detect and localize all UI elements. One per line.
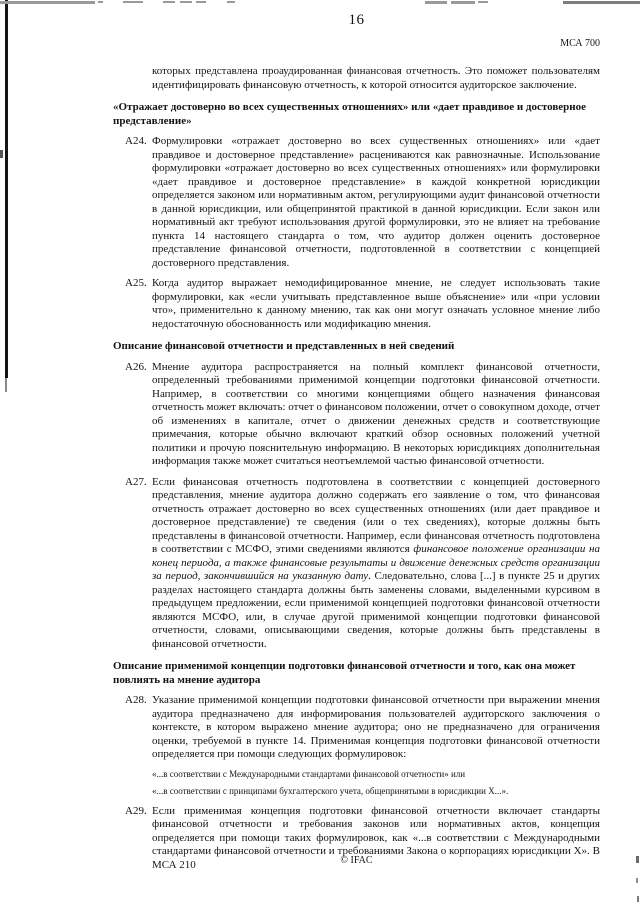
paragraph-a28-label: А28. — [125, 694, 147, 706]
paragraph-a25-text: Когда аудитор выражает немодифицированное мнение, не следует использовать такие формулировки, как «если учитывать представленное выше объяснение» или «при условии что», применительно к данному мнению, так как они могут означать условное мнение либо недостаточную обоснованность или модификацию мнения. — [152, 277, 600, 330]
paragraph-a26-label: А26. — [125, 360, 147, 373]
paragraph-a27-text-italic: финансовое положение организации на конец периода, а также финансовые результаты и движение денежных средств организации за период, закончившийся на указанную дату — [152, 543, 600, 582]
heading-applicable-framework: Описание применимой концепции подготовки финансовой отчетности и того, как она может повлиять на мнение аудитора — [113, 660, 576, 686]
paragraph-a28 — [113, 694, 600, 762]
scan-left-edge-tick — [0, 150, 3, 158]
footer-copyright: © IFAC — [340, 855, 373, 866]
paragraph-a24-text: Формулировки «отражает достоверно во всех существенных отношениях» или «дает правдивое и достоверное представление» расцениваются как равнозначные. Использование формулировки «отражает достоверно во всех существенных отношениях» или формулировки «дает правдивое и достоверное представление» в каждой конкретной юрисдикции определяется законом или нормативным актом, регулирующими аудит финансовой отчетности в данной юрисдикции, или общепринятой практикой в данной юрисдикции. Если закон или нормативный акт требуют использования другой формулировки, это не влияет на требование пункта 14 настоящего стандарта о том, что аудитор должен оценить достоверное представление финансовой отчетности, подготовленной в соответствии с концепцией достоверного представления. — [152, 135, 600, 269]
quote-gaap-wording: «...в соответствии с принципами бухгалтерского учета, общепринятыми в юрисдикции Х...». — [152, 785, 509, 796]
paragraph-a25-label: А25. — [125, 277, 147, 289]
scan-top-edge-dash — [425, 1, 447, 4]
scan-left-edge-line — [5, 0, 8, 378]
document-code: МСА 700 — [560, 38, 600, 49]
paragraph-a29-label: А29. — [125, 804, 147, 817]
scan-right-edge-mark — [636, 856, 639, 863]
scan-right-edge-mark — [637, 896, 639, 902]
scan-top-edge-dash — [227, 1, 235, 3]
scan-left-edge-fade — [5, 378, 7, 392]
quote-ifrs-wording: «...в соответствии с Международными стандартами финансовой отчетности» или — [152, 768, 466, 779]
scan-top-edge-dash — [0, 1, 95, 4]
page-content — [113, 12, 600, 879]
paragraph-a24-label: А24. — [125, 135, 147, 147]
paragraph-a26 — [113, 361, 600, 469]
paragraph-a27 — [113, 476, 600, 652]
scan-top-edge-dash — [163, 1, 175, 3]
paragraph-a27-text-before: Если финансовая отчетность подготовлена в соответствии с концепцией достоверного представления, мнение аудитора должно содержать его заявление о том, что финансовая отчетность отражает достоверно во всех существенных отношениях (или дает правдивое и достоверное представление) те сведения (или о тех сведениях), которые должны быть представлены в финансовой отчетности. Например, если финансовая отчетность подготовлена в соответствии с МСФО, этими сведениями являются — [152, 475, 600, 555]
scan-right-edge-mark — [636, 878, 638, 883]
paragraph-a25 — [113, 277, 600, 331]
paragraph-a27-label: А27. — [125, 475, 147, 488]
scan-top-edge-dash — [180, 1, 192, 3]
scan-top-edge-dash — [123, 1, 143, 3]
page-number: 16 — [348, 12, 365, 28]
paragraph-a29-text: Если применимая концепция подготовки финансовой отчетности включает стандарты финансовой отчетности и требования законов или нормативных актов, концепция определяется при помощи таких формулировок, как «...в соответствии с Международными стандартами финансовой отчетности и требованиями Закона о корпорациях юрисдикции Х». В МСА 210 — [152, 804, 600, 871]
paragraph-a24 — [113, 135, 600, 270]
scan-top-edge-dash — [196, 1, 206, 3]
scan-top-edge-dash — [563, 1, 640, 4]
paragraph-a27-text-after: . Следовательно, слова [...] в пункте 25 и других разделах настоящего стандарта должны быть заменены словами, выделенными курсивом в предыдущем предложении, если применимой концепцией подготовки финансовой отчетности являются МСФО, или, в случае другой применимой концепции подготовки финансовой отчетности, словами, описывающими сведения, которые должны быть представлены в финансовой отчетности. — [152, 570, 600, 650]
paragraph-a28-text: Указание применимой концепции подготовки финансовой отчетности при выражении мнения аудитора предназначено для информирования пользователей аудиторского заключения о контексте, в котором выражено мнение аудитора; оно не предназначено для ограничения оценки, требуемой в пункте 14. Применимая концепция подготовки финансовой отчетности определяется при помощи следующих формулировок: — [152, 694, 600, 760]
heading-description-of-fs: Описание финансовой отчетности и представленных в ней сведений — [113, 340, 455, 352]
heading-fair-presentation: «Отражает достоверно во всех существенных отношениях» или «дает правдивое и достоверное представление» — [113, 101, 587, 127]
paragraph-intro-continuation: которых представлена проаудированная финансовая отчетность. Это поможет пользователям идентифицировать финансовую отчетность, к которой относится аудиторское заключение. — [152, 65, 600, 91]
scan-top-edge-dash — [478, 1, 488, 3]
scan-top-edge-dash — [451, 1, 475, 4]
paragraph-a26-text: Мнение аудитора распространяется на полный комплект финансовой отчетности, определенный требованиями применимой концепции подготовки финансовой отчетности. Например, в соответствии со многими концепциями общего назначения финансовая отчетность может включать: отчет о финансовом положении, отчет о совокупном доходе, отчет об изменениях в капитале, отчет о движении денежных средств и соответствующие примечания, которые обычно включают краткий обзор основных положений учетной политики и прочую пояснительную информацию. В некоторых юрисдикциях дополнительная информация также может считаться неотъемлемой частью финансовой отчетности. — [152, 360, 600, 467]
scan-top-edge-dash — [98, 1, 103, 3]
